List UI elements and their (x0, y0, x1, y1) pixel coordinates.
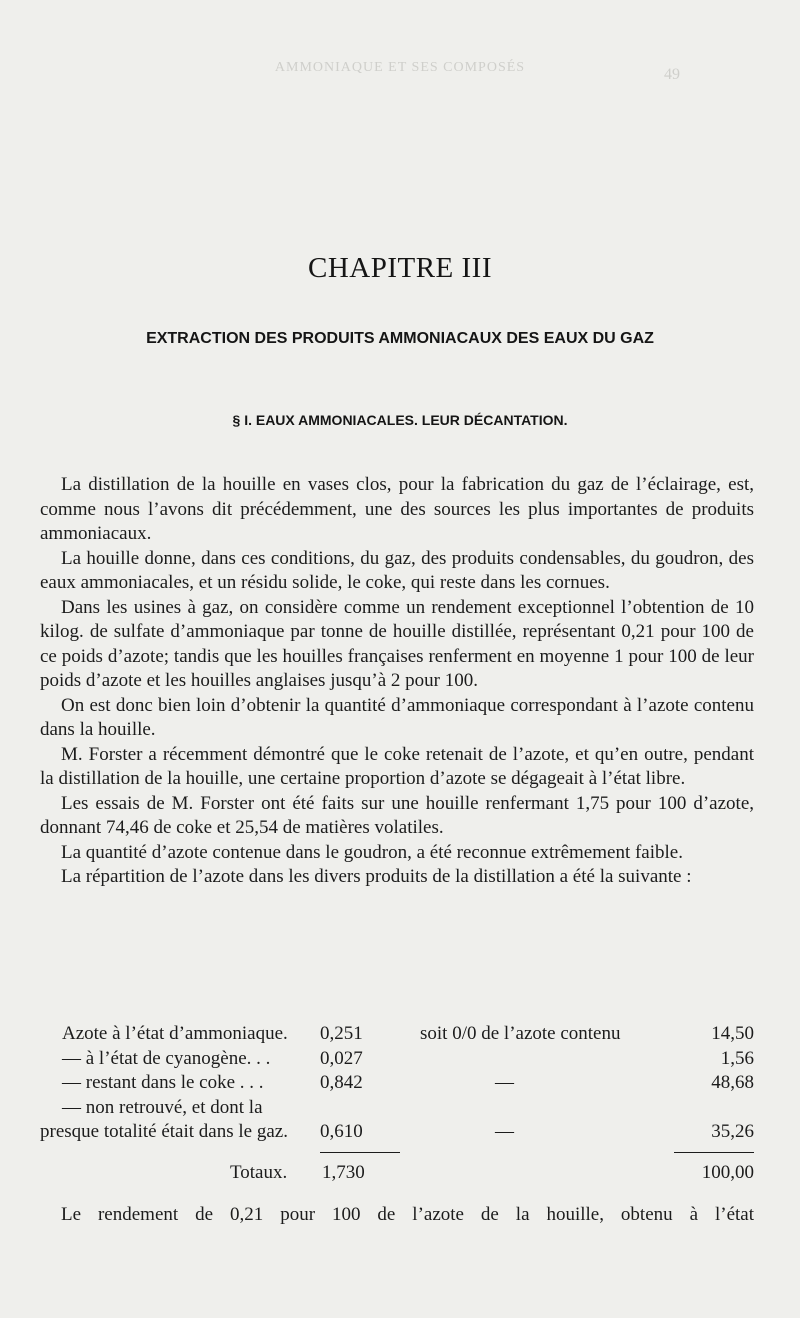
row-note: soit 0/0 de l’azote contenu (420, 1023, 621, 1044)
row-note: — (495, 1121, 514, 1142)
table-row (40, 1121, 754, 1146)
page-number: 49 (664, 66, 680, 83)
continuing-paragraph (40, 1203, 754, 1228)
table-row (40, 1097, 754, 1122)
paragraph: La distillation de la houille en vases clos, pour la fabrication du gaz de l’éclairage, est, comme nous l’avons dit précédemment, une des sources les plus importantes de produits ammoniacaux. (40, 474, 754, 544)
row-label: — à l’état de cyanogène. . . (62, 1047, 271, 1069)
paragraph: La houille donne, dans ces conditions, du gaz, des produits condensables, du goudron, des eaux ammoniacales, et un résidu solide, le coke, qui reste dans les cornues. (40, 547, 754, 593)
row-value: 0,027 (320, 1047, 363, 1069)
table-row (40, 1023, 754, 1048)
paragraph: On est donc bien loin d’obtenir la quantité d’ammoniaque correspondant à l’azote contenu dans la houille. (40, 694, 754, 740)
body-text (40, 473, 754, 890)
section-title: § I. EAUX AMMONIACALES. LEUR DÉCANTATION. (232, 412, 568, 428)
row-percent: 14,50 (711, 1023, 754, 1044)
totals-label: Totaux. (230, 1161, 288, 1183)
row-note: — (495, 1072, 514, 1093)
sum-rule (320, 1152, 400, 1153)
table-row (40, 1072, 754, 1097)
row-percent: 1,56 (720, 1047, 754, 1069)
nitrogen-distribution-table (40, 1023, 754, 1192)
row-label: — restant dans le coke . . . (62, 1072, 264, 1093)
running-header-bleedthrough: AMMONIAQUE ET SES COMPOSÉS (274, 60, 526, 75)
row-value: 0,251 (320, 1023, 363, 1044)
totals-value: 1,730 (322, 1161, 365, 1183)
sum-rule (674, 1152, 754, 1153)
totals-percent: 100,00 (701, 1161, 754, 1183)
paragraph: M. Forster a récemment démontré que le coke retenait de l’azote, et qu’en outre, pendant la distillation de la houille, une certaine proportion d’azote se dégageait à l’état libre. (40, 743, 754, 789)
row-value: 0,610 (320, 1121, 363, 1142)
totals-row (40, 1154, 754, 1192)
table-row (40, 1048, 754, 1073)
chapter-title: CHAPITRE III (307, 252, 492, 284)
paragraph: Les essais de M. Forster ont été faits sur une houille renfermant 1,75 pour 100 d’azote, donnant 74,46 de coke et 25,54 de matières volatiles. (40, 792, 754, 838)
row-label: Azote à l’état d’ammoniaque. (62, 1023, 288, 1044)
paragraph: Le rendement de 0,21 pour 100 de l’azote de la houille, obtenu à l’état (61, 1204, 754, 1225)
row-label: presque totalité était dans le gaz. (40, 1121, 288, 1142)
paragraph: La répartition de l’azote dans les divers produits de la distillation a été la suivante : (61, 866, 692, 887)
paragraph: Dans les usines à gaz, on considère comme un rendement exceptionnel l’obtention de 10 kilog. de sulfate d’ammoniaque par tonne de houille distillée, représentant 0,21 pour 100 de ce poids d’azote; tandis que les houilles françaises renferment en moyenne 1 pour 100 de leur poids d’azote et les houilles anglaises jusqu’à 2 pour 100. (40, 596, 754, 691)
row-percent: 35,26 (711, 1121, 754, 1142)
paragraph: La quantité d’azote contenue dans le goudron, a été reconnue extrêmement faible. (61, 841, 683, 863)
row-label: — non retrouvé, et dont la (62, 1096, 263, 1118)
row-value: 0,842 (320, 1072, 363, 1093)
chapter-subtitle: EXTRACTION DES PRODUITS AMMONIACAUX DES EAUX DU GAZ (146, 330, 654, 347)
row-percent: 48,68 (711, 1072, 754, 1093)
